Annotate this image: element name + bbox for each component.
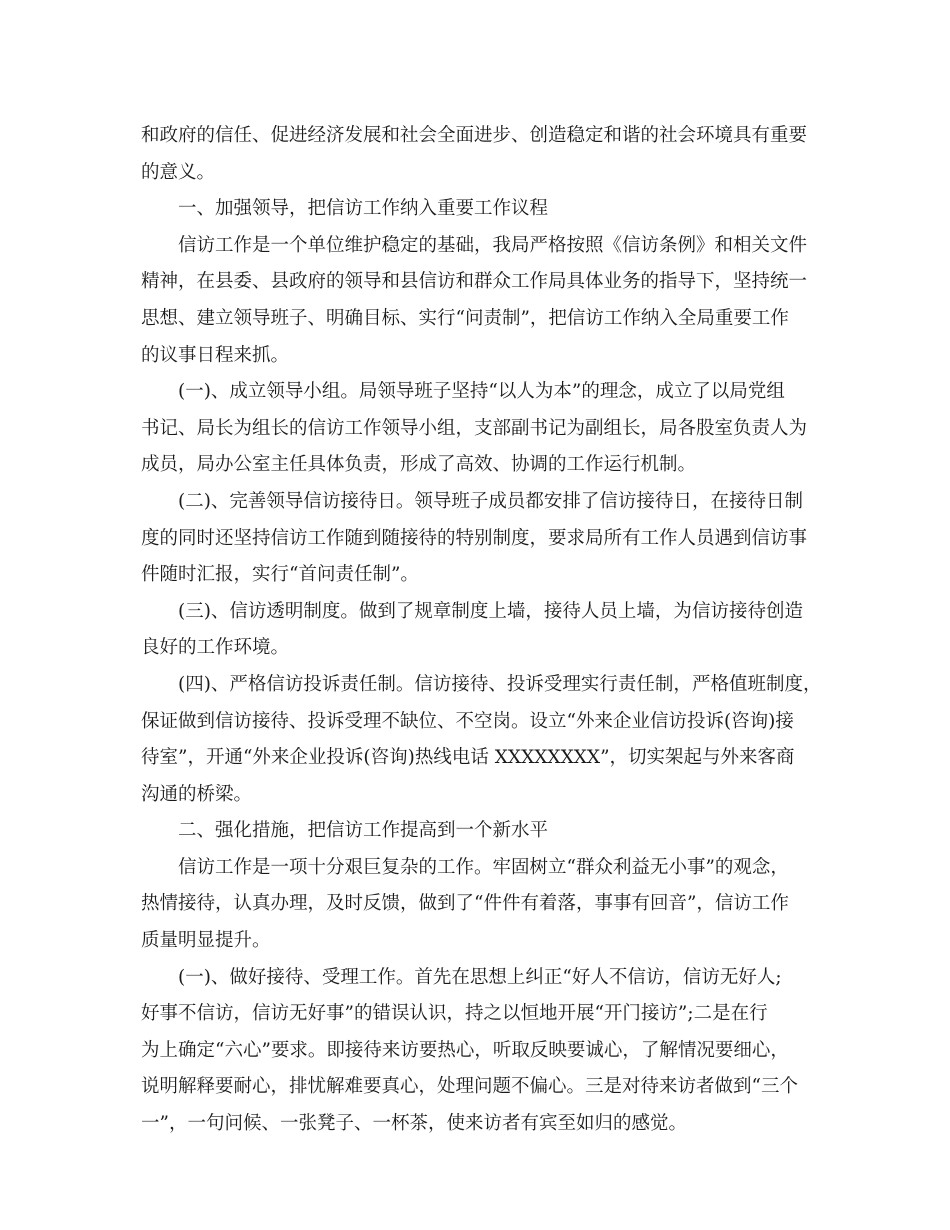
text-line: 的意义。 <box>141 161 216 183</box>
text-line: 为上确定“六心”要求。即接待来访要热心，听取反映要诚心，了解情况要细心， <box>141 1039 789 1061</box>
text-line: 良好的工作环境。 <box>141 637 290 659</box>
text-line: 成员，局办公室主任具体负责，形成了高效、协调的工作运行机制。 <box>141 454 697 476</box>
text-line: 二、强化措施，把信访工作提高到一个新水平 <box>178 820 549 842</box>
text-line: 沟通的桥梁。 <box>141 783 253 805</box>
text-line: 度的同时还坚持信访工作随到随接待的特别制度，要求局所有工作人员遇到信访事 <box>141 527 808 549</box>
text-line: 思想、建立领导班子、明确目标、实行“问责制”，把信访工作纳入全局重要工作 <box>141 307 789 329</box>
text-line: 一、加强领导，把信访工作纳入重要工作议程 <box>178 198 549 220</box>
text-line: 保证做到信访接待、投诉受理不缺位、不空岗。设立“外来企业信访投诉(咨询)接 <box>141 710 794 732</box>
text-line: 热情接待，认真办理，及时反馈，做到了“件件有着落，事事有回音”，信访工作 <box>141 893 789 915</box>
text-line: 信访工作是一项十分艰巨复杂的工作。牢固树立“群众利益无小事”的观念， <box>178 856 789 878</box>
text-line: 书记、局长为组长的信访工作领导小组，支部副书记为副组长，局各股室负责人为 <box>141 417 808 439</box>
text-line: (一)、做好接待、受理工作。首先在思想上纠正“好人不信访，信访无好人; <box>178 966 782 988</box>
text-line: 说明解释要耐心，排忧解难要真心，处理问题不偏心。三是对待来访者做到“三个 <box>141 1076 798 1098</box>
text-line: 和政府的信任、促进经济发展和社会全面进步、创造稳定和谐的社会环境具有重要 <box>141 125 808 146</box>
text-line: (一)、成立领导小组。局领导班子坚持“以人为本”的理念，成立了以局党组 <box>178 381 785 403</box>
text-line: 的议事日程来抓。 <box>141 344 290 366</box>
text-line: (四)、严格信访投诉责任制。信访接待、投诉受理实行责任制，严格值班制度， <box>178 673 822 695</box>
text-line: 件随时汇报，实行“首问责任制”。 <box>141 564 419 586</box>
text-line: (二)、完善领导信访接待日。领导班子成员都安排了信访接待日，在接待日制 <box>178 490 803 512</box>
text-line: 精神，在县委、县政府的领导和县信访和群众工作局具体业务的指导下，坚持统一 <box>141 271 808 293</box>
text-line: 好事不信访，信访无好事”的错误认识，持之以恒地开展“开门接访”;二是在行 <box>141 1003 768 1025</box>
text-line: 信访工作是一个单位维护稳定的基础，我局严格按照《信访条例》和相关文件 <box>178 234 808 256</box>
text-line: 待室”，开通“外来企业投诉(咨询)热线电话 XXXXXXXX”，切实架起与外来客商 <box>141 747 795 769</box>
text-line: 一”，一句问候、一张凳子、一杯茶，使来访者有宾至如归的感觉。 <box>141 1113 687 1135</box>
text-line: (三)、信访透明制度。做到了规章制度上墙，接待人员上墙，为信访接待创造 <box>178 600 803 622</box>
document-body <box>141 118 831 1143</box>
text-line: 质量明显提升。 <box>141 930 271 952</box>
